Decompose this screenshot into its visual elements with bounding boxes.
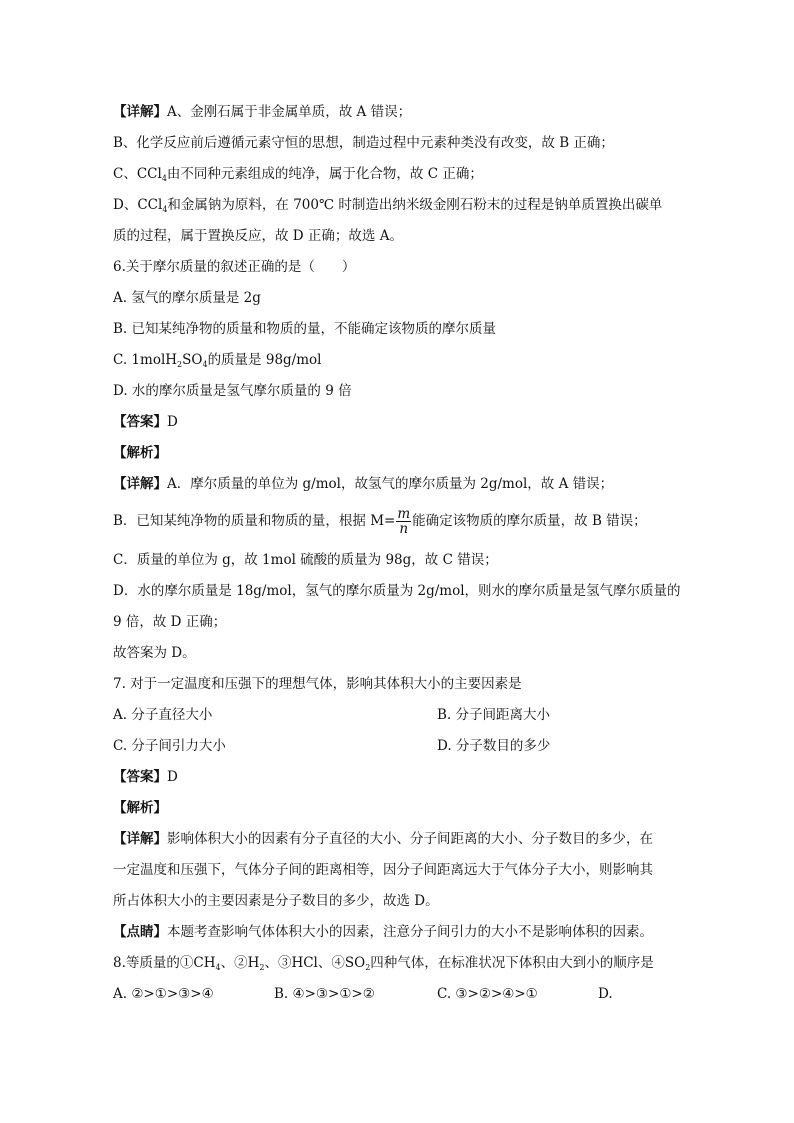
- detail-tag: 【详解】: [113, 831, 167, 847]
- q7-option-b: [437, 706, 550, 724]
- detail-text: 一定温度和压强下，气体分子间的距离相等，因分子间距离远大于气体分子大小，则影响其: [113, 862, 653, 878]
- question-stem: 6.关于摩尔质量的叙述正确的是（ ）: [113, 259, 356, 275]
- detail-text: 影响体积大小的因素有分子直径的大小、分子间距离的大小、分子数目的多少，在: [167, 831, 653, 847]
- answer-value: D: [167, 414, 178, 430]
- answer-tag: 【答案】: [113, 769, 167, 785]
- option-text: A. 氢气的摩尔质量是 2g: [113, 290, 261, 306]
- q7-analysis: [113, 799, 167, 817]
- q6-stem: [113, 258, 355, 276]
- q5-detail-d-cont: [113, 227, 403, 245]
- q7-answer: [113, 768, 178, 786]
- text: SO: [182, 352, 203, 368]
- text: 四种气体，在标准状况下体积由大到小的顺序是: [370, 955, 654, 971]
- q6-detail-3: [113, 551, 498, 569]
- option-text: B. ④>③>①>②: [274, 986, 375, 1002]
- text: 的质量是 98g/mol: [207, 352, 322, 368]
- subscript: 2: [177, 360, 183, 369]
- q5-detail-c: [113, 165, 483, 183]
- subscript: 2: [365, 963, 371, 972]
- analysis-tag: 【解析】: [113, 800, 167, 816]
- q5-detail-b: [113, 134, 614, 152]
- question-stem: 7. 对于一定温度和压强下的理想气体，影响其体积大小的主要因素是: [113, 676, 522, 692]
- q7-detail-1: [113, 830, 653, 848]
- q6-detail-1: [113, 475, 613, 493]
- text: 能确定该物质的摩尔质量，故 B 错误；: [412, 513, 647, 529]
- detail-text: D．水的摩尔质量是 18g/mol，氢气的摩尔质量为 2g/mol，则水的摩尔质量是氢气摩尔质量的: [113, 583, 681, 599]
- text: D、CCl: [113, 197, 163, 213]
- q5-detail-a: [113, 103, 411, 121]
- text: 和金属钠为原料，在 700℃ 时制造出纳米级金刚石粉末的过程是钠单质置换出碳单: [167, 197, 663, 213]
- q7-detail-3: [113, 892, 439, 910]
- q6-conclusion: [113, 644, 196, 662]
- q7-option-c: [113, 737, 226, 755]
- option-text: B. 分子间距离大小: [437, 707, 551, 723]
- q7-option-a: [113, 706, 212, 724]
- subscript: 4: [162, 205, 168, 214]
- option-text: D.: [598, 986, 613, 1002]
- text: B．已知某纯净物的质量和物质的量，根据 M=: [113, 513, 396, 529]
- option-text: D. 分子数目的多少: [437, 738, 551, 754]
- detail-text: 所占体积大小的主要因素是分子数目的多少，故选 D。: [113, 893, 439, 909]
- detail-text: B、化学反应前后遵循元素守恒的思想，制造过程中元素种类没有改变，故 B 正确；: [113, 135, 614, 151]
- option-text: A. 分子直径大小: [113, 707, 213, 723]
- text: 、③HCl、④SO: [264, 955, 366, 971]
- subscript: 4: [215, 963, 221, 972]
- option-text: C. 分子间引力大小: [113, 738, 226, 754]
- detail-text: A、金刚石属于非金属单质，故 A 错误；: [167, 104, 412, 120]
- comment-tag: 【点睛】: [113, 924, 167, 940]
- fraction-numerator: m: [397, 506, 411, 522]
- text: 、②H: [220, 955, 260, 971]
- detail-tag: 【详解】: [113, 476, 167, 492]
- q7-stem: [113, 675, 522, 693]
- q6-detail-4: [113, 582, 681, 600]
- option-text: B. 已知某纯净物的质量和物质的量，不能确定该物质的摩尔质量: [113, 321, 497, 337]
- q8-option-b: [274, 985, 375, 1003]
- comment-text: 本题考查影响气体体积大小的因素，注意分子间引力的大小不是影响体积的因素。: [167, 924, 653, 940]
- q8-stem: [113, 954, 654, 972]
- option-text: A. ②>①>③>④: [113, 986, 214, 1002]
- conclusion-text: 故答案为 D。: [113, 645, 196, 661]
- text: 8.等质量的①CH: [113, 955, 216, 971]
- option-text: D. 水的摩尔质量是氢气摩尔质量的 9 倍: [113, 383, 352, 399]
- text: 质的过程，属于置换反应，故 D 正确；故选 A。: [113, 228, 403, 244]
- detail-text: A．摩尔质量的单位为 g/mol，故氢气的摩尔质量为 2g/mol，故 A 错误；: [167, 476, 614, 492]
- subscript: 4: [161, 174, 167, 183]
- answer-value: D: [167, 769, 178, 785]
- q8-option-c: [437, 985, 538, 1003]
- q8-option-a: [113, 985, 214, 1003]
- q7-detail-2: [113, 861, 653, 879]
- q6-option-a: [113, 289, 261, 307]
- q6-option-d: [113, 382, 352, 400]
- q6-detail-4-cont: [113, 613, 226, 631]
- text: C. 1molH: [113, 352, 178, 368]
- q6-option-b: [113, 320, 496, 338]
- q8-option-d: [598, 985, 613, 1003]
- subscript: 4: [202, 360, 208, 369]
- q6-answer: [113, 413, 178, 431]
- option-text: C. ③>②>④>①: [437, 986, 538, 1002]
- q7-comment: [113, 923, 653, 941]
- detail-text: C．质量的单位为 g，故 1mol 硫酸的质量为 98g，故 C 错误；: [113, 552, 498, 568]
- fraction-m-over-n: [396, 507, 411, 536]
- detail-tag: 【详解】: [113, 104, 167, 120]
- subscript: 2: [259, 963, 265, 972]
- detail-text: 9 倍，故 D 正确；: [113, 614, 227, 630]
- q6-detail-2: [113, 507, 647, 536]
- fraction-denominator: n: [399, 521, 409, 537]
- q6-analysis: [113, 444, 167, 462]
- text: 由不同种元素组成的纯净，属于化合物，故 C 正确；: [166, 166, 483, 182]
- q5-detail-d: [113, 196, 662, 214]
- q7-option-d: [437, 737, 550, 755]
- q6-option-c: [113, 351, 321, 369]
- text: C、CCl: [113, 166, 162, 182]
- answer-tag: 【答案】: [113, 414, 167, 430]
- analysis-tag: 【解析】: [113, 445, 167, 461]
